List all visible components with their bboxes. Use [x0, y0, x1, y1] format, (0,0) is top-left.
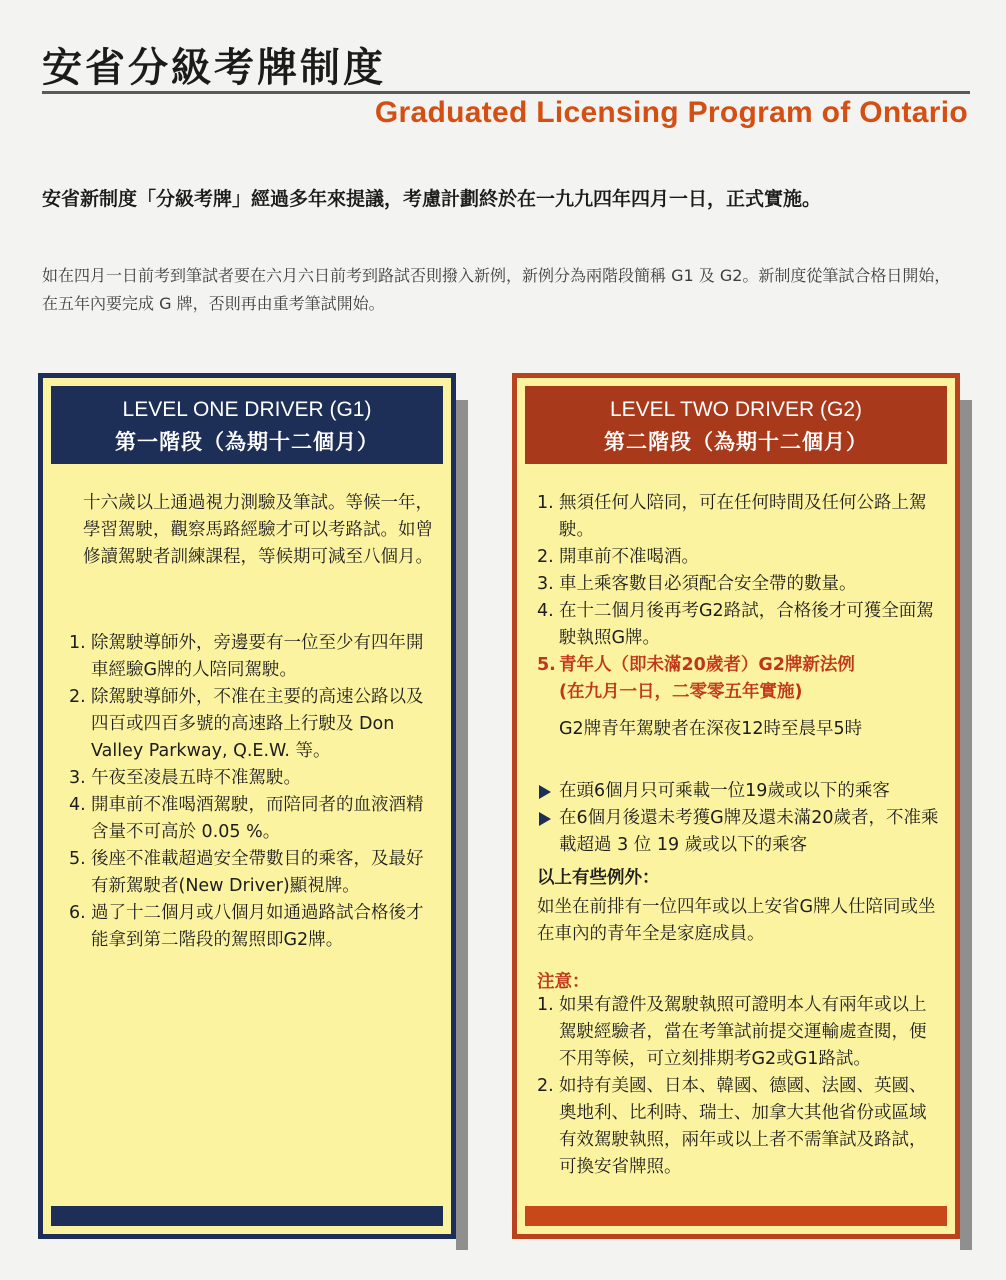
list-number: 2.: [537, 1076, 554, 1096]
list-text: 午夜至凌晨五時不准駕駛。: [91, 768, 301, 788]
title-divider: [42, 91, 970, 94]
list-text: 在十二個月後再考G2路試，合格後才可獲全面駕駛執照G牌。: [559, 601, 934, 648]
g1-panel: [38, 373, 456, 1239]
g1-panel-shadow: [456, 400, 468, 1250]
list-number: 4.: [69, 795, 86, 815]
list-number: 1.: [69, 633, 86, 653]
g2-rules-list: [537, 490, 945, 743]
list-item: [69, 630, 437, 684]
list-number: 2.: [537, 547, 554, 567]
g2-header: [525, 386, 947, 464]
note-title: 注意：: [537, 972, 590, 992]
list-text: 除駕駛導師外，旁邊要有一位至少有四年開車經驗G牌的人陪同駕駛。: [91, 633, 424, 680]
list-item: [69, 792, 437, 846]
list-text: 如持有美國、日本、韓國、德國、法國、英國、奧地利、比利時、瑞士、加拿大其他省份或區域有效駕駛執照，兩年或以上者不需筆試及路試，可換安省牌照。: [559, 1076, 927, 1177]
list-item: [69, 765, 437, 792]
list-number: 3.: [537, 574, 554, 594]
exceptions-title: 以上有些例外：: [537, 868, 660, 888]
intro-paragraph: 如在四月一日前考到筆試者要在六月六日前考到路試否則撥入新例，新例分為兩階段簡稱 G1 及 G2。新制度從筆試合格日開始，在五年內要完成 G 牌，否則再由重考筆試開始。: [42, 266, 951, 313]
g1-header: [51, 386, 443, 464]
list-item: [69, 684, 437, 765]
g1-title-en: LEVEL ONE DRIVER (G1): [122, 398, 372, 421]
list-number: 5.: [537, 655, 556, 675]
list-text: 後座不准載超過安全帶數目的乘客，及最好有新駕駛者(New Driver)顯視牌。: [91, 849, 424, 896]
list-item: [537, 598, 945, 652]
list-number: 5.: [69, 849, 86, 869]
triangle-bullet-icon: [539, 785, 551, 799]
new-law-subtitle: (在九月一日，二零零五年實施): [559, 682, 803, 702]
list-item: [537, 490, 945, 544]
triangle-bullet-icon: [539, 812, 551, 826]
list-number: 2.: [69, 687, 86, 707]
new-law-title: 青年人（即未滿20歲者）G2牌新法例: [559, 655, 855, 675]
g2-panel-shadow: [960, 400, 972, 1250]
list-text: 除駕駛導師外，不准在主要的高速公路以及四百或四百多號的高速路上行駛及 Don Valley Parkway, Q.E.W. 等。: [91, 687, 424, 761]
list-item: [69, 846, 437, 900]
g1-intro-paragraph: 十六歲以上通過視力測驗及筆試。等候一年，學習駕駛，觀察馬路經驗才可以考路試。如曾修讀駕駛者訓練課程，等候期可減至八個月。: [83, 493, 433, 567]
page-subtitle: Graduated Licensing Program of Ontario: [374, 96, 968, 129]
g1-footer-bar: [51, 1206, 443, 1226]
list-text: 開車前不准喝酒駕駛，而陪同者的血液酒精含量不可高於 0.05 %。: [91, 795, 424, 842]
new-law-intro: G2牌青年駕駛者在深夜12時至晨早5時: [559, 719, 863, 739]
list-item: [537, 992, 943, 1073]
bullet-text: 在頭6個月只可乘載一位19歲或以下的乘客: [559, 781, 890, 801]
page-title: 安省分級考牌制度: [42, 45, 386, 91]
new-law-bullets: [537, 778, 945, 859]
list-number: 6.: [69, 903, 86, 923]
list-text: 無須任何人陪同，可在任何時間及任何公路上駕駛。: [559, 493, 927, 540]
g2-panel: [512, 373, 960, 1239]
list-text: 開車前不准喝酒。: [559, 547, 699, 567]
new-law-item: [537, 652, 945, 743]
g1-rules-list: [69, 630, 437, 954]
list-number: 1.: [537, 995, 554, 1015]
list-item: [537, 571, 945, 598]
bullet-text: 在6個月後還未考獲G牌及還未滿20歲者，不准乘載超過 3 位 19 歲或以下的乘客: [559, 808, 939, 855]
lead-paragraph: 安省新制度「分級考牌」經過多年來提議，考慮計劃終於在一九九四年四月一日，正式實施。: [42, 188, 822, 210]
list-number: 1.: [537, 493, 554, 513]
list-text: 如果有證件及駕駛執照可證明本人有兩年或以上駕駛經驗者，當在考筆試前提交運輸處查閱，便不用等候，可立刻排期考G2或G1路試。: [559, 995, 927, 1069]
list-item: [537, 1073, 943, 1181]
bullet-item: [537, 778, 945, 805]
g1-title-zh: 第一階段（為期十二個月）: [115, 429, 379, 454]
list-number: 4.: [537, 601, 554, 621]
list-text: 過了十二個月或八個月如通過路試合格後才能拿到第二階段的駕照即G2牌。: [91, 903, 424, 950]
exceptions-text: 如坐在前排有一位四年或以上安省G牌人仕陪同或坐在車內的青年全是家庭成員。: [537, 897, 936, 944]
list-number: 3.: [69, 768, 86, 788]
bullet-item: [537, 805, 945, 859]
g2-footer-bar: [525, 1206, 947, 1226]
list-item: [69, 900, 437, 954]
g2-title-zh: 第二階段（為期十二個月）: [604, 429, 868, 454]
g2-title-en: LEVEL TWO DRIVER (G2): [609, 398, 863, 421]
notes-list: [537, 992, 943, 1181]
list-item: [537, 544, 945, 571]
list-text: 車上乘客數目必須配合安全帶的數量。: [559, 574, 857, 594]
